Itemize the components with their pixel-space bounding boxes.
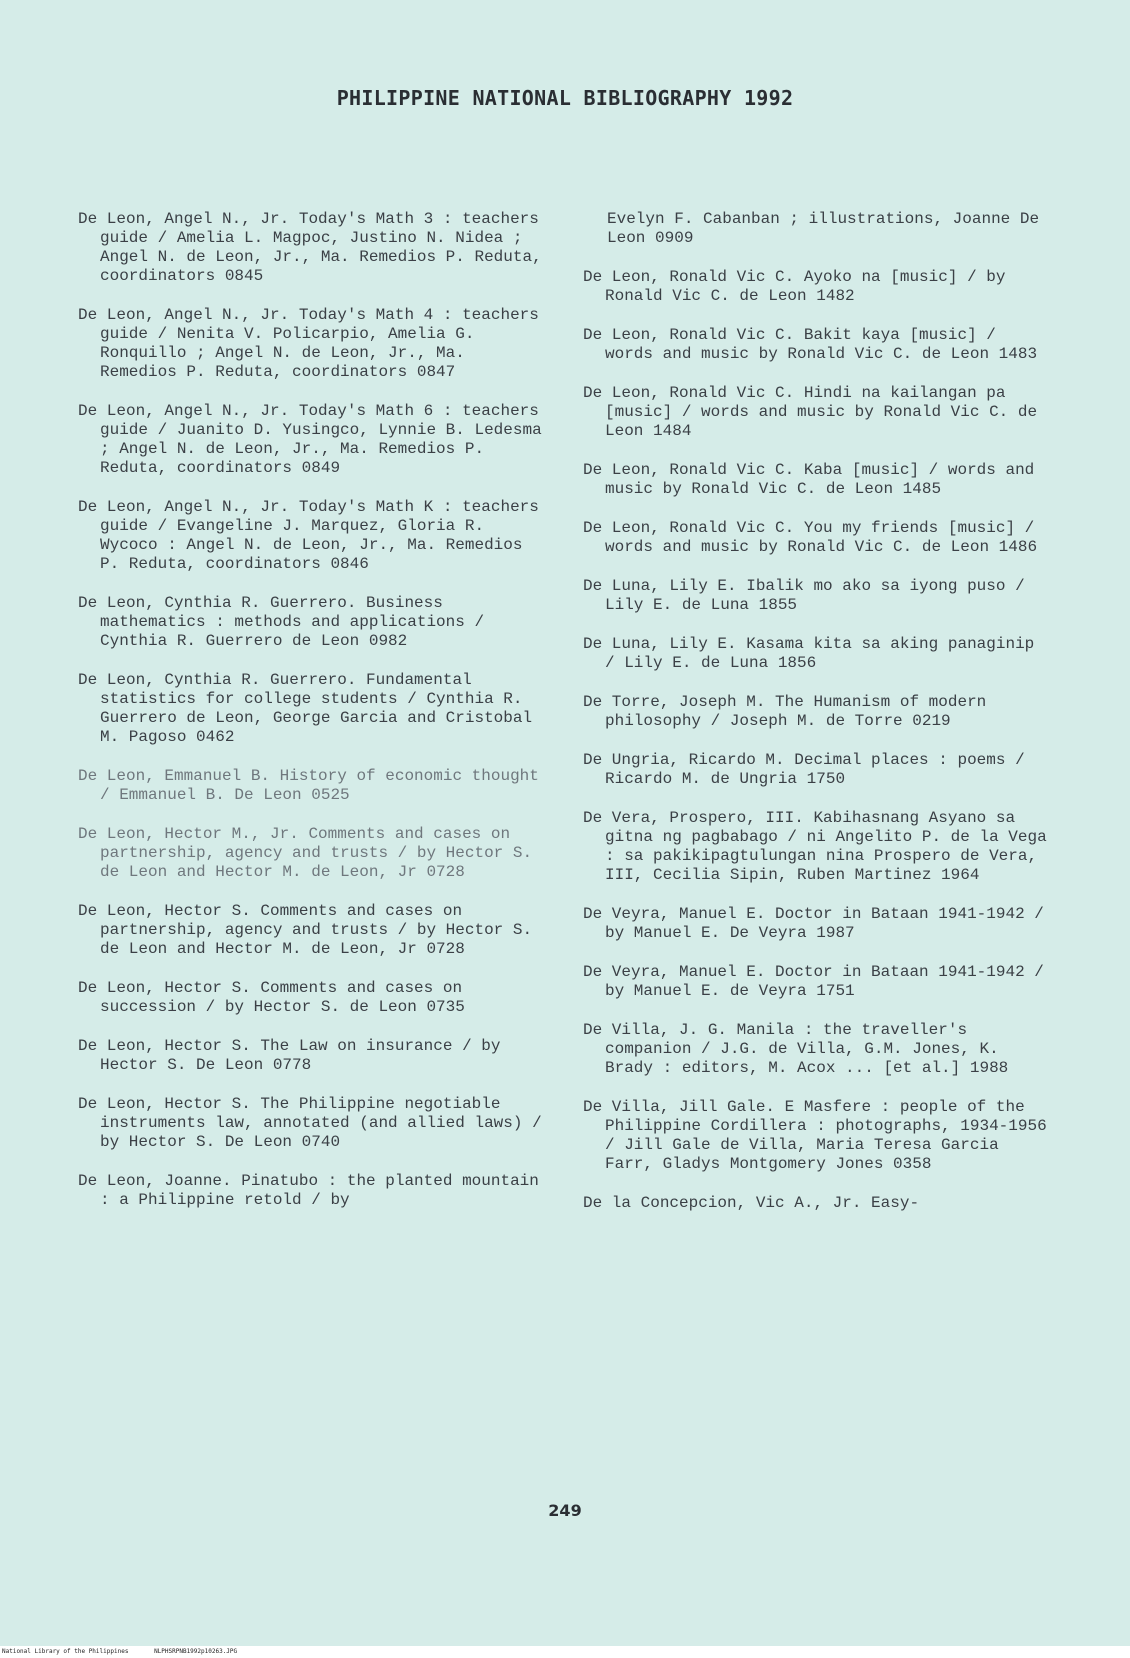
bibliography-entry: De Leon, Cynthia R. Guerrero. Fundamental statistics for college students / Cynthia R. Guerrero de Leon, George Garcia and Cristobal M. Pagoso 0462 bbox=[78, 671, 533, 746]
left-column bbox=[78, 210, 548, 1230]
bibliography-entry: De Ungria, Ricardo M. Decimal places : poems / Ricardo M. de Ungria 1750 bbox=[583, 751, 1025, 788]
bibliography-entry: De Luna, Lily E. Ibalik mo ako sa iyong puso / Lily E. de Luna 1855 bbox=[583, 577, 1025, 614]
bibliography-entry: De Luna, Lily E. Kasama kita sa aking panaginip / Lily E. de Luna 1856 bbox=[583, 635, 1035, 672]
bibliography-entry: De Leon, Angel N., Jr. Today's Math 6 : teachers guide / Juanito D. Yusingco, Lynnie B. Ledesma ; Angel N. de Leon, Jr., Ma. Remedios P. Reduta, coordinators 0849 bbox=[78, 402, 542, 477]
footer-file-id: NLPHSRPNB1992p10263.JPG bbox=[154, 1648, 238, 1655]
bibliography-entry: De Leon, Ronald Vic C. Bakit kaya [music] / words and music by Ronald Vic C. de Leon 1483 bbox=[583, 326, 1038, 363]
bibliography-entry: De Villa, Jill Gale. E Masfere : people of the Philippine Cordillera : photographs, 1934-1956 / Jill Gale de Villa, Maria Teresa Garcia Farr, Gladys Montgomery Jones 0358 bbox=[583, 1098, 1047, 1173]
bibliography-entry: De Villa, J. G. Manila : the traveller's companion / J.G. de Villa, G.M. Jones, K. Brady : editors, M. Acox ... [et al.] 1988 bbox=[583, 1021, 1009, 1077]
bibliography-entry: De Leon, Hector S. Comments and cases on succession / by Hector S. de Leon 0735 bbox=[78, 979, 465, 1016]
bibliography-entry: De Leon, Angel N., Jr. Today's Math 4 : teachers guide / Nenita V. Policarpio, Amelia G. Ronquillo ; Angel N. de Leon, Jr., Ma. Remedios P. Reduta, coordinators 0847 bbox=[78, 306, 539, 381]
page-number: 249 bbox=[548, 1501, 582, 1520]
bibliography-entry: De Leon, Ronald Vic C. Ayoko na [music] / by Ronald Vic C. de Leon 1482 bbox=[583, 268, 1006, 305]
bibliography-entry: De Leon, Ronald Vic C. Kaba [music] / words and music by Ronald Vic C. de Leon 1485 bbox=[583, 461, 1035, 498]
bibliography-entry: De Leon, Angel N., Jr. Today's Math K : teachers guide / Evangeline J. Marquez, Gloria R. Wycoco : Angel N. de Leon, Jr., Ma. Remedios P. Reduta, coordinators 0846 bbox=[78, 498, 539, 573]
bibliography-entry: De Veyra, Manuel E. Doctor in Bataan 1941-1942 / by Manuel E. de Veyra 1751 bbox=[583, 963, 1044, 1000]
bibliography-entry: De Leon, Hector S. The Philippine negotiable instruments law, annotated (and allied laws) / by Hector S. De Leon 0740 bbox=[78, 1095, 542, 1151]
bibliography-entry: De Leon, Hector S. Comments and cases on partnership, agency and trusts / by Hector S. de Leon and Hector M. de Leon, Jr 0728 bbox=[78, 902, 533, 958]
bibliography-entry: De Leon, Ronald Vic C. Hindi na kailangan pa [music] / words and music by Ronald Vic C. de Leon 1484 bbox=[583, 384, 1038, 440]
bibliography-entry: De Torre, Joseph M. The Humanism of modern philosophy / Joseph M. de Torre 0219 bbox=[583, 693, 987, 730]
bibliography-entry: De Veyra, Manuel E. Doctor in Bataan 1941-1942 / by Manuel E. De Veyra 1987 bbox=[583, 905, 1044, 942]
bibliography-entry: De Leon, Emmanuel B. History of economic thought / Emmanuel B. De Leon 0525 bbox=[78, 767, 539, 804]
bibliography-entry: De Leon, Joanne. Pinatubo : the planted mountain : a Philippine retold / by bbox=[78, 1172, 539, 1209]
bibliography-entry: De Vera, Prospero, III. Kabihasnang Asyano sa gitna ng pagbabago / ni Angelito P. de la Vega : sa pakikipagtulungan nina Prospero de Vera, III, Cecilia Sipin, Ruben Martinez 1964 bbox=[583, 809, 1047, 884]
bibliography-entry-continuation: Evelyn F. Cabanban ; illustrations, Joanne De Leon 0909 bbox=[607, 210, 1040, 247]
footer-source: National Library of the Philippines bbox=[2, 1648, 129, 1655]
bibliography-entry: De Leon, Ronald Vic C. You my friends [music] / words and music by Ronald Vic C. de Leon 1486 bbox=[583, 519, 1038, 556]
scan-footer bbox=[0, 1646, 1130, 1658]
right-column bbox=[583, 210, 1051, 1233]
bibliography-entry: De Leon, Angel N., Jr. Today's Math 3 : teachers guide / Amelia L. Magpoc, Justino N. Nidea ; Angel N. de Leon, Jr., Ma. Remedios P. Reduta, coordinators 0845 bbox=[78, 210, 542, 285]
bibliography-entry: De Leon, Hector S. The Law on insurance / by Hector S. De Leon 0778 bbox=[78, 1037, 501, 1074]
bibliography-entry: De Leon, Cynthia R. Guerrero. Business mathematics : methods and applications / Cynthia R. Guerrero de Leon 0982 bbox=[78, 594, 485, 650]
bibliography-entry: De la Concepcion, Vic A., Jr. Easy- bbox=[583, 1194, 920, 1212]
bibliography-entry: De Leon, Hector M., Jr. Comments and cases on partnership, agency and trusts / by Hector S. de Leon and Hector M. de Leon, Jr 0728 bbox=[78, 825, 533, 881]
page-title: PHILIPPINE NATIONAL BIBLIOGRAPHY 1992 bbox=[336, 86, 794, 110]
